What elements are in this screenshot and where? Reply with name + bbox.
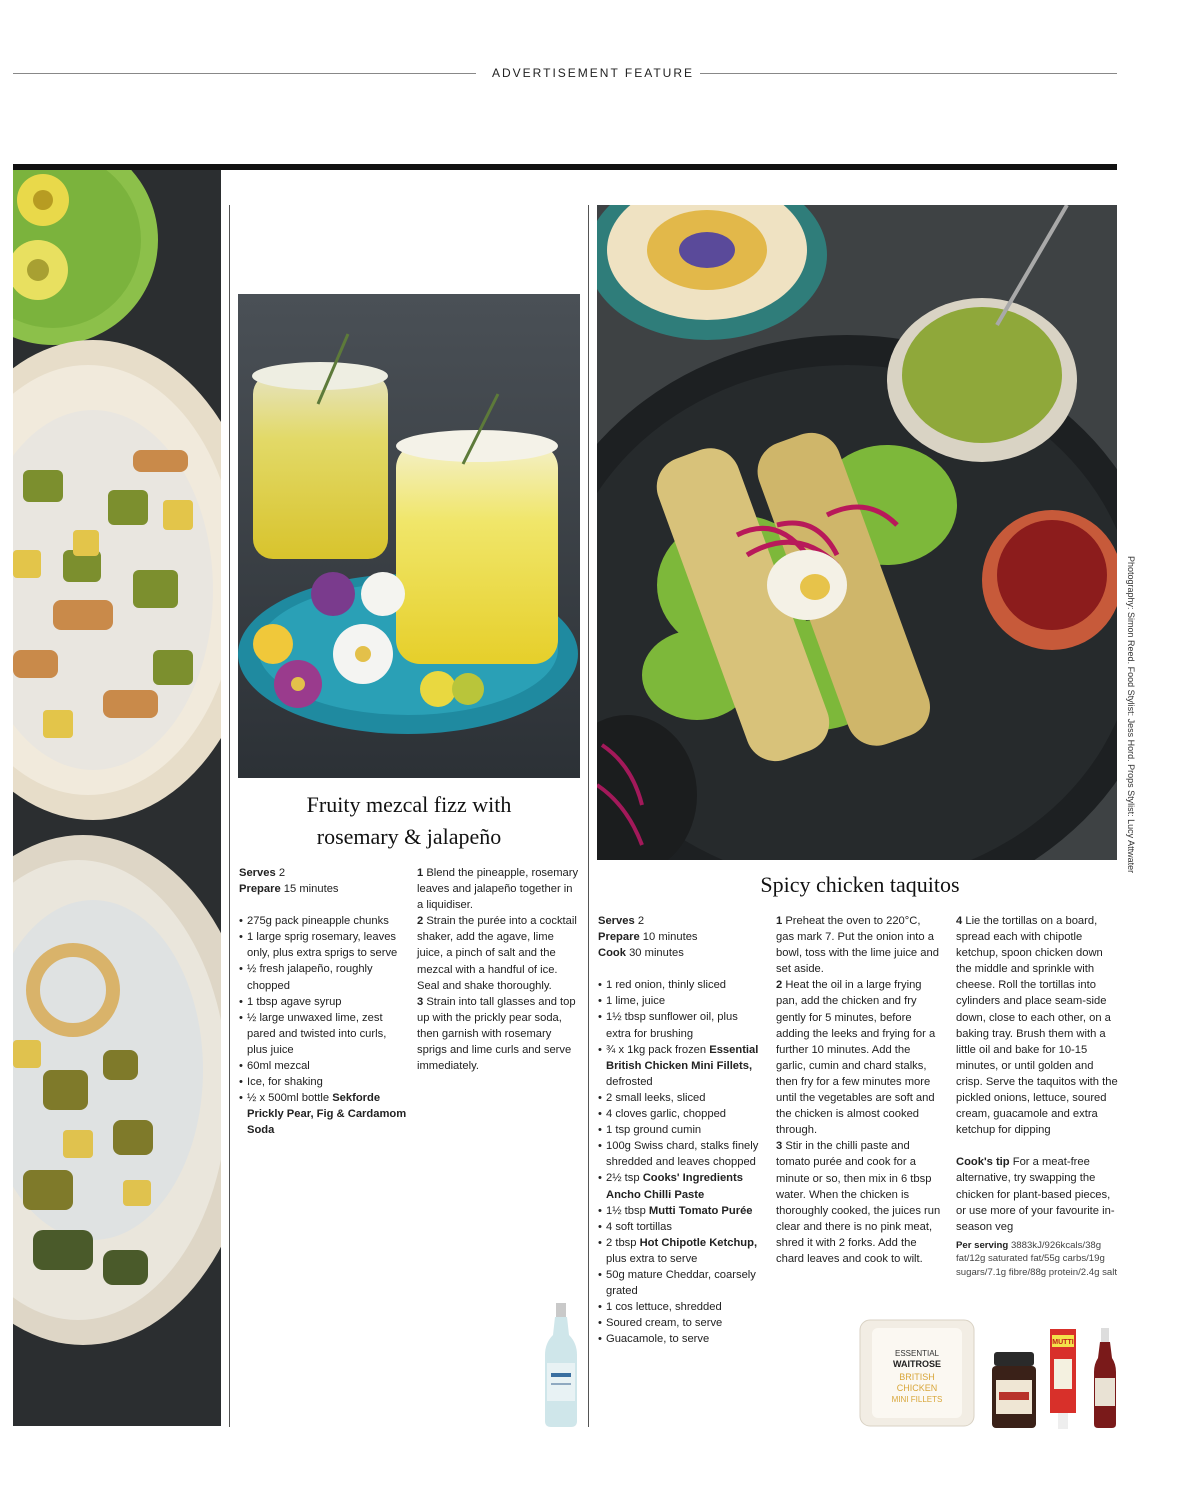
taquitos-recipe-title: Spicy chicken taquitos xyxy=(760,872,960,897)
ingredient-text: 4 soft tortillas xyxy=(606,1220,672,1233)
ingredient-text: 2 small leeks, sliced xyxy=(606,1091,706,1104)
step-text: Lie the tortillas on a board, spread each with chipotle ketchup, spoon chicken down the middle and sprinkle with cheese. Roll the tortillas into cylinders and place seam-side down, close to each other, on a baking tray. Brush them with a little oil and bake for 10-15 minutes, or until golden and crisp. Serve the taquitos with the pickled onions, lettuce, soured cream, guacamole and extra ketchup for dipping xyxy=(956,915,1118,1137)
ingredient-text: 1 cos lettuce, shredded xyxy=(606,1301,722,1314)
drink-method-step xyxy=(417,913,580,993)
taquitos-method-step xyxy=(776,977,941,1138)
advertisement-feature-label: ADVERTISEMENT FEATURE xyxy=(491,66,695,80)
ingredient-text: ½ large unwaxed lime, zest pared and twisted into curls, plus juice xyxy=(247,1011,387,1056)
step-text: Preheat the oven to 220°C, gas mark 7. Put the onion into a bowl, toss with the lime juice and set aside. xyxy=(776,915,939,976)
cook-value: 30 minutes xyxy=(629,947,684,960)
serves-label: Serves xyxy=(239,867,276,879)
taquitos-serves xyxy=(598,913,764,929)
ingredient-product: Sekforde Prickly Pear, Fig & Cardamom Soda xyxy=(247,1092,407,1137)
drink-ingredient xyxy=(239,1074,409,1090)
ingredient-text: 2 tbsp xyxy=(606,1236,637,1249)
ingredient-product: Mutti Tomato Purée xyxy=(648,1204,753,1217)
ingredient-text: 1 lime, juice xyxy=(606,995,666,1008)
ingredient-text: ¾ x 1kg pack frozen xyxy=(606,1043,707,1056)
prepare-value: 10 minutes xyxy=(642,931,698,944)
ingredient-text: 100g Swiss chard, stalks finely shredded and leaves chopped xyxy=(606,1140,759,1169)
taquitos-step-4-wrap xyxy=(956,913,1118,1138)
tacos-photo-strip xyxy=(13,170,221,1426)
serves-value: 2 xyxy=(278,867,286,879)
header-rule-right xyxy=(700,73,1117,74)
taquitos-method-step xyxy=(956,913,1118,1138)
cook-label: Cook xyxy=(598,947,626,960)
ingredient-text: Guacamole, to serve xyxy=(606,1333,710,1346)
ingredient-text: 2½ tsp xyxy=(606,1172,640,1185)
drink-serves xyxy=(239,865,409,881)
taquitos-ingredients-column xyxy=(598,913,764,1347)
step-text: Strain the purée into a cocktail shaker, add the agave, lime juice, a pinch of salt and the mezcal with a handful of ice. Seal and shake thoroughly. xyxy=(417,915,577,992)
step-text: Heat the oil in a large frying pan, add the chicken and fry gently for 5 minutes, before adding the leeks and frying for a further 10 minutes. Add the garlic, cumin and chard stalks, then fry for a few minutes more until the vegetables are soft and the chicken is almost cooked through. xyxy=(776,979,936,1137)
pack-text-1: ESSENTIAL xyxy=(894,1349,940,1358)
ingredient-text: 1 red onion, thinly sliced xyxy=(606,979,727,992)
photo-credit: Photography: Simon Reed. Food Stylist: Jess Hord. Props Stylist: Lucy Attwater xyxy=(1126,556,1136,874)
ancho-chilli-paste-jar xyxy=(991,1352,1037,1428)
pack-text-5: MINI FILLETS xyxy=(891,1395,943,1404)
drink-ingredient-list xyxy=(239,913,409,1138)
drink-title-line-2: rosemary & jalapeño xyxy=(316,824,502,849)
ingredient-product: Cooks' Ingredients Ancho Chilli Paste xyxy=(606,1172,743,1201)
cooks-tip-label: Cook's tip xyxy=(956,1156,1010,1169)
ingredient-text: Soured cream, to serve xyxy=(606,1317,723,1330)
step-number: 3 xyxy=(417,995,424,1008)
soda-bottle-product xyxy=(543,1303,579,1427)
ingredient-product: Hot Chipotle Ketchup, xyxy=(639,1236,758,1249)
taquitos-method-step xyxy=(776,913,941,977)
drink-method-step xyxy=(417,994,580,1074)
ingredient-text: 1 tbsp agave syrup xyxy=(247,995,342,1008)
column-rule-middle xyxy=(588,205,589,1427)
per-serving-text: 3883kJ/926kcals/38g fat/12g saturated fat/55g carbs/19g sugars/7.1g fibre/88g protein/2.4g salt xyxy=(956,1239,1118,1278)
ingredient-text: 1 tsp ground cumin xyxy=(606,1124,702,1137)
step-text: Blend the pineapple, rosemary leaves and jalapeño together in a liquidiser. xyxy=(417,867,579,912)
drink-method-column xyxy=(417,865,580,1074)
taquitos-method-step xyxy=(776,1138,941,1267)
tube-label: MUTTI xyxy=(1052,1339,1074,1346)
serves-value: 2 xyxy=(637,915,645,927)
step-text: Strain into tall glasses and top up with the prickly pear soda, then garnish with rosemary sprigs and lime curls and serve immediately. xyxy=(417,995,576,1073)
taquitos-ingredient xyxy=(598,1299,764,1315)
taquitos-ingredient xyxy=(598,993,764,1009)
per-serving-nutrition xyxy=(956,1239,1118,1280)
drink-ingredient xyxy=(239,929,409,961)
cooks-tip-text: For a meat-free alternative, try swapping the chicken for plant-based pieces, or use more of your favourite in-season veg xyxy=(956,1156,1115,1233)
chipotle-ketchup-bottle xyxy=(1092,1328,1118,1428)
taquitos-ingredient xyxy=(598,1122,764,1138)
ingredient-text: 1½ tbsp xyxy=(606,1204,646,1217)
prepare-label: Prepare xyxy=(598,931,640,944)
step-number: 4 xyxy=(956,915,963,927)
step-text: Stir in the chilli paste and tomato purée and cook for a minute or so, then mix in 6 tbsp water. When the chicken is thoroughly cooked, the juices run clear and there is no pink meat, shred it with 2 forks. Add the chard leaves and cook to wilt. xyxy=(776,1140,941,1265)
cooks-tip xyxy=(956,1154,1118,1234)
taquitos-ingredient xyxy=(598,977,764,993)
spicy-chicken-taquitos-photo xyxy=(597,205,1117,860)
ingredient-text: 275g pack pineapple chunks xyxy=(247,915,389,928)
ingredient-text: 1 large sprig rosemary, leaves only, plus extra sprigs to serve xyxy=(247,931,398,960)
drink-ingredient xyxy=(239,994,409,1010)
drink-ingredients-column xyxy=(239,865,409,1139)
taquitos-prepare xyxy=(598,929,764,945)
ingredient-text: plus extra to serve xyxy=(606,1252,698,1265)
taquitos-ingredient xyxy=(598,1235,764,1267)
ingredient-text: 1½ tbsp sunflower oil, plus extra for brushing xyxy=(606,1011,738,1040)
drink-ingredient xyxy=(239,913,409,929)
ingredient-text: ½ x 500ml bottle xyxy=(247,1092,330,1105)
pack-text-4: CHICKEN xyxy=(896,1383,938,1393)
header-rule-left xyxy=(13,73,476,74)
taquitos-ingredient xyxy=(598,1331,764,1347)
taquitos-ingredient xyxy=(598,1219,764,1235)
drink-title-line-1: Fruity mezcal fizz with xyxy=(306,792,512,817)
drink-ingredient xyxy=(239,961,409,993)
taquitos-method-column-2 xyxy=(956,913,1118,1279)
ingredient-text: 50g mature Cheddar, coarsely grated xyxy=(606,1268,756,1298)
drink-ingredient xyxy=(239,1090,409,1138)
mezcal-fizz-photo xyxy=(238,294,580,778)
taquitos-ingredient xyxy=(598,1106,764,1122)
pack-text-3: BRITISH xyxy=(899,1372,935,1382)
step-number: 2 xyxy=(776,979,783,992)
taquitos-ingredient xyxy=(598,1138,764,1170)
ingredient-text: 60ml mezcal xyxy=(247,1060,310,1073)
step-number: 1 xyxy=(776,915,783,927)
ingredient-text: ½ fresh jalapeño, roughly chopped xyxy=(247,963,373,992)
step-number: 3 xyxy=(776,1140,783,1153)
pack-text-2: WAITROSE xyxy=(892,1359,942,1369)
ingredient-text: 4 cloves garlic, chopped xyxy=(606,1108,727,1121)
step-number: 1 xyxy=(417,867,424,879)
chicken-mini-fillets-pack xyxy=(858,1318,976,1428)
ingredient-text: defrosted xyxy=(606,1075,653,1088)
taquitos-ingredient xyxy=(598,1203,764,1219)
per-serving-label: Per serving xyxy=(956,1239,1009,1251)
taquitos-method-column-1 xyxy=(776,913,941,1267)
taquitos-ingredient xyxy=(598,1090,764,1106)
serves-label: Serves xyxy=(598,915,635,927)
drink-ingredient xyxy=(239,1058,409,1074)
ingredient-product: Essential British Chicken Mini Fillets, xyxy=(606,1043,759,1072)
taquitos-ingredient-list xyxy=(598,977,764,1347)
taquitos-ingredient xyxy=(598,1267,764,1299)
ingredient-text: Ice, for shaking xyxy=(247,1076,323,1089)
taquitos-cook xyxy=(598,945,764,961)
prepare-value: 15 minutes xyxy=(283,883,339,896)
taquitos-ingredient xyxy=(598,1170,764,1202)
taquitos-ingredient xyxy=(598,1042,764,1090)
drink-recipe-title xyxy=(238,789,580,853)
taquitos-ingredient xyxy=(598,1315,764,1331)
drink-prepare xyxy=(239,881,409,897)
column-rule-left xyxy=(229,205,230,1427)
prepare-label: Prepare xyxy=(239,883,281,896)
taquitos-ingredient xyxy=(598,1009,764,1041)
step-number: 2 xyxy=(417,915,424,928)
mutti-tomato-puree-tube xyxy=(1048,1329,1078,1429)
drink-ingredient xyxy=(239,1010,409,1058)
drink-method-step xyxy=(417,865,580,913)
